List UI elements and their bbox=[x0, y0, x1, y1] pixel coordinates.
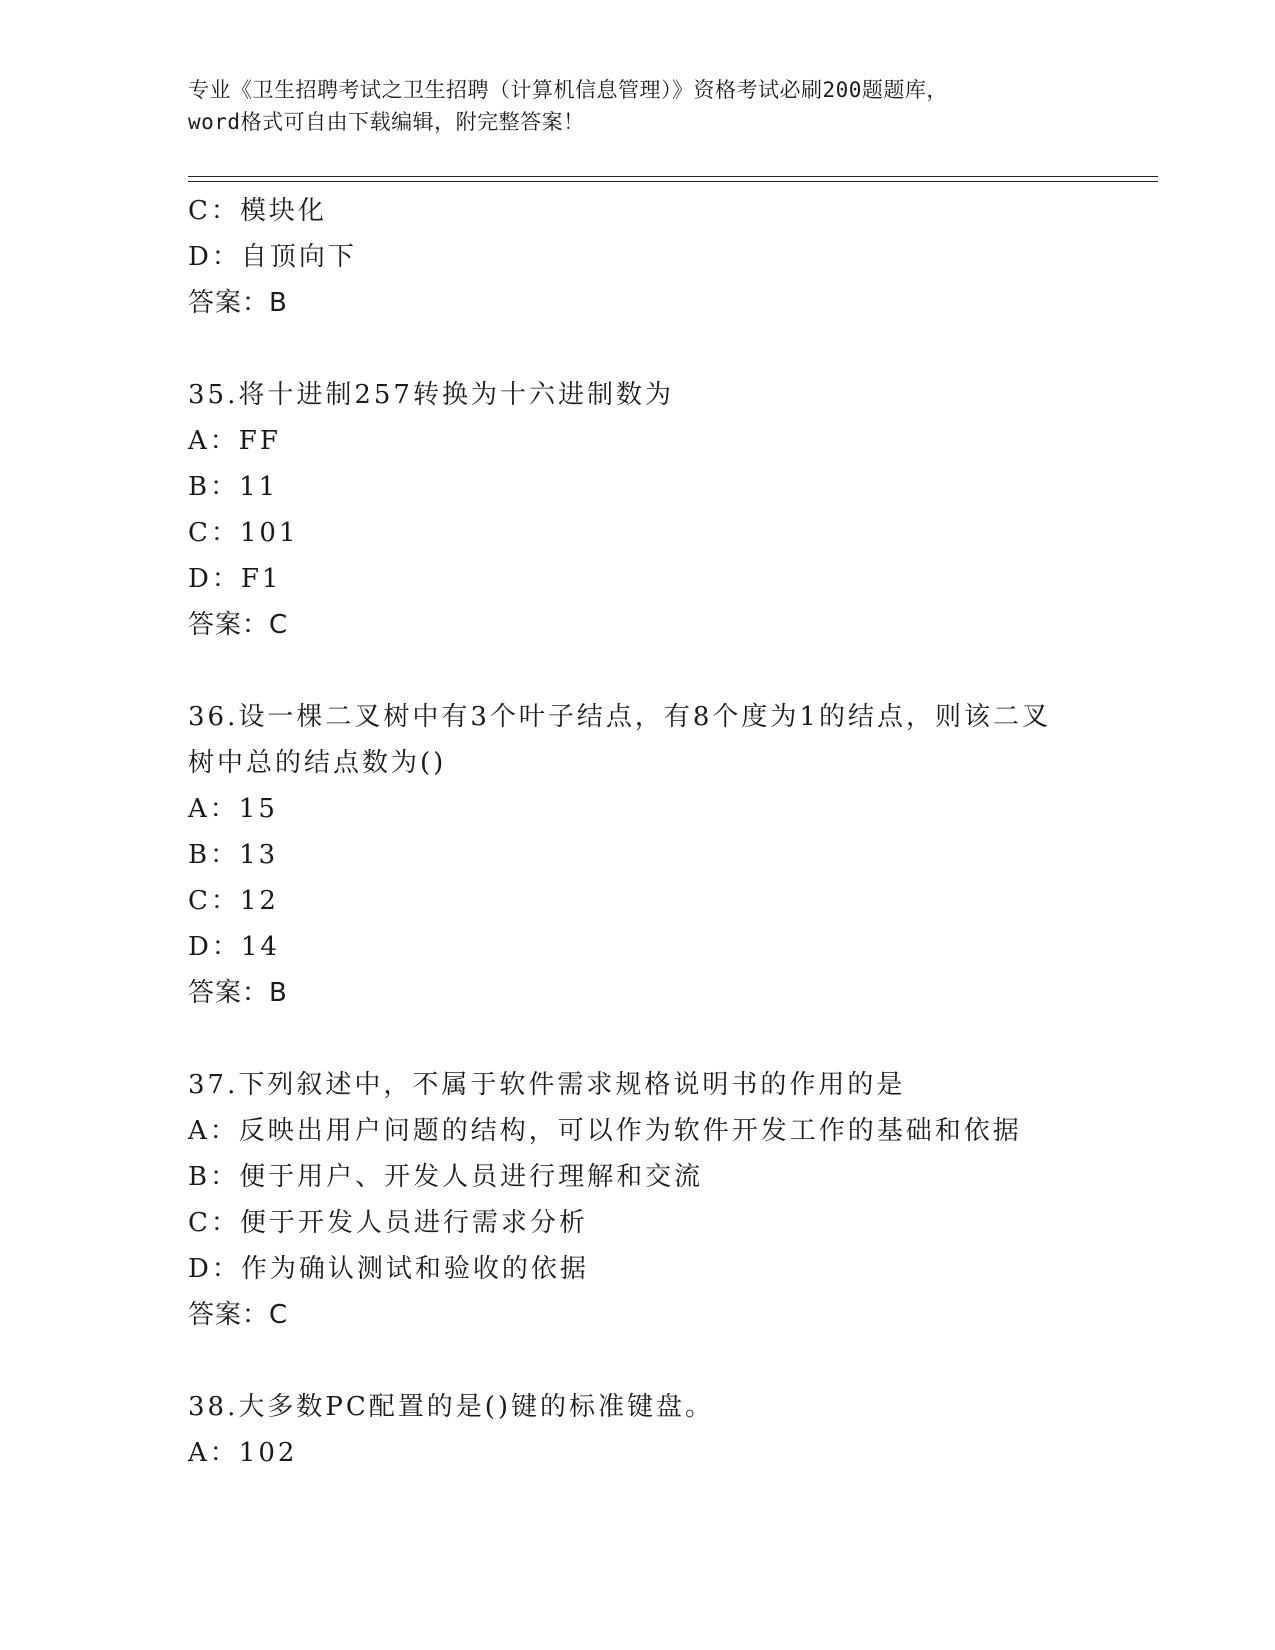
option-c: C：模块化 bbox=[188, 196, 327, 226]
answer-line: 答案：C bbox=[188, 1300, 289, 1330]
header-divider-top bbox=[188, 176, 1158, 177]
question-35 bbox=[188, 372, 1148, 648]
option-b: B：11 bbox=[188, 472, 279, 502]
option-d: D：14 bbox=[188, 932, 280, 962]
answer-line: 答案：B bbox=[188, 978, 288, 1008]
question-stem: 37.下列叙述中，不属于软件需求规格说明书的作用的是 bbox=[188, 1070, 906, 1100]
question-stem-line-1: 36.设一棵二叉树中有3个叶子结点，有8个度为1的结点，则该二叉 bbox=[188, 702, 1051, 732]
option-d: D：作为确认测试和验收的依据 bbox=[188, 1254, 589, 1284]
document-header bbox=[188, 74, 1148, 138]
question-36 bbox=[188, 694, 1148, 1016]
question-list bbox=[188, 188, 1148, 1476]
answer-line: 答案：C bbox=[188, 610, 289, 640]
spacer bbox=[188, 326, 1148, 372]
option-c: C：便于开发人员进行需求分析 bbox=[188, 1208, 588, 1238]
header-title-line-2: word格式可自由下载编辑，附完整答案！ bbox=[188, 110, 585, 134]
header-title-line-1: 专业《卫生招聘考试之卫生招聘（计算机信息管理）》资格考试必刷200题题库， bbox=[188, 78, 948, 102]
option-a: A：102 bbox=[188, 1438, 298, 1468]
option-a: A：FF bbox=[188, 426, 281, 456]
question-stem-line-2: 树中总的结点数为() bbox=[188, 748, 447, 778]
question-38 bbox=[188, 1384, 1148, 1476]
option-d: D：自顶向下 bbox=[188, 242, 357, 272]
spacer bbox=[188, 1338, 1148, 1384]
question-stem: 35.将十进制257转换为十六进制数为 bbox=[188, 380, 674, 410]
question-37 bbox=[188, 1062, 1148, 1338]
option-a: A：反映出用户问题的结构，可以作为软件开发工作的基础和依据 bbox=[188, 1116, 1022, 1146]
spacer bbox=[188, 648, 1148, 694]
spacer bbox=[188, 1016, 1148, 1062]
option-c: C：12 bbox=[188, 886, 279, 916]
option-c: C：101 bbox=[188, 518, 299, 548]
option-d: D：F1 bbox=[188, 564, 282, 594]
option-a: A：15 bbox=[188, 794, 278, 824]
question-34-continued bbox=[188, 188, 1148, 326]
question-stem: 38.大多数PC配置的是()键的标准键盘。 bbox=[188, 1392, 715, 1422]
option-b: B：便于用户、开发人员进行理解和交流 bbox=[188, 1162, 704, 1192]
option-b: B：13 bbox=[188, 840, 279, 870]
header-divider-bottom bbox=[188, 181, 1158, 182]
answer-line: 答案：B bbox=[188, 288, 288, 318]
